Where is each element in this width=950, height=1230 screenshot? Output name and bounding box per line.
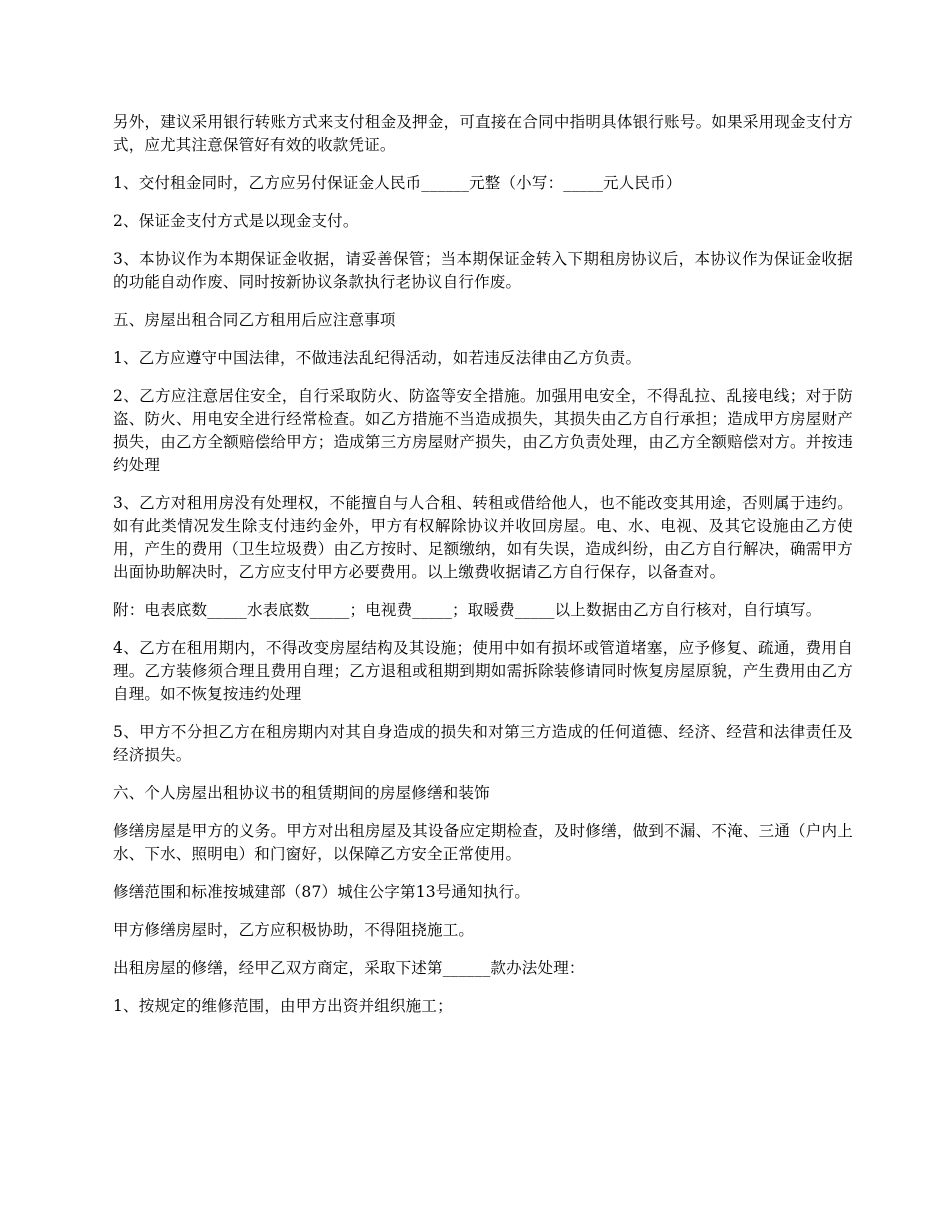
- paragraph-payment-advice: 另外，建议采用银行转账方式来支付租金及押金，可直接在合同中指明具体银行账号。如果采用现金支付方式，应尤其注意保管好有效的收款凭证。: [113, 113, 853, 154]
- paragraph-no-sublet: 3、乙方对租用房没有处理权，不能擅自与人合租、转租或借给他人，也不能改变其用途，否则属于违约。如有此类情况发生除支付违约金外，甲方有权解除协议并收回房屋。电、水、电视、及其它设施由乙方使用，产生的费用（卫生垃圾费）由乙方按时、足额缴纳，如有失误，造成纠纷，由乙方自行解决，确需甲方出面协助解决时，乙方应支付甲方必要费用。以上缴费收据请乙方自行保存，以备查对。: [113, 494, 853, 581]
- paragraph-repair-method: 出租房屋的修缮，经甲乙双方商定，采取下述第______款办法处理：: [113, 959, 585, 977]
- paragraph-receipt-clause: 3、本协议作为本期保证金收据，请妥善保管；当本期保证金转入下期租房协议后，本协议作为保证金收据的功能自动作废、同时按新协议条款执行老协议自行作废。: [113, 250, 853, 291]
- paragraph-obey-law: 1、乙方应遵守中国法律，不做违法乱纪得活动，如若违反法律由乙方负责。: [113, 349, 642, 367]
- document-body: [113, 111, 853, 1033]
- paragraph-cooperate: 甲方修缮房屋时，乙方应积极协助，不得阻挠施工。: [113, 921, 475, 939]
- paragraph-meter-readings: 附：电表底数_____水表底数_____；电视费_____；取暖费_____以上数据由乙方自行核对，自行填写。: [113, 601, 822, 619]
- paragraph-repair-standard: 修缮范围和标准按城建部（87）城住公字第13号通知执行。: [113, 883, 531, 901]
- section-heading-six: 六、个人房屋出租协议书的租赁期间的房屋修缮和装饰: [113, 784, 490, 802]
- paragraph-repair-duty: 修缮房屋是甲方的义务。甲方对出租房屋及其设备应定期检查，及时修缮，做到不漏、不淹、三通（户内上水、下水、照明电）和门窗好，以保障乙方安全正常使用。: [113, 822, 853, 863]
- paragraph-deposit-amount: 1、交付租金同时，乙方应另付保证金人民币______元整（小写：_____元人民币）: [113, 174, 682, 192]
- section-heading-five: 五、房屋出租合同乙方租用后应注意事项: [113, 311, 396, 329]
- paragraph-structure: 4、乙方在租用期内，不得改变房屋结构及其设施；使用中如有损坏或管道堵塞，应予修复、疏通，费用自理。乙方装修须合理且费用自理；乙方退租或租期到期如需拆除装修请同时恢复房屋原貌，产生费用由乙方自理。如不恢复按违约处理: [113, 639, 853, 703]
- paragraph-liability: 5、甲方不分担乙方在租房期内对其自身造成的损失和对第三方造成的任何道德、经济、经营和法律责任及经济损失。: [113, 723, 853, 764]
- paragraph-deposit-method: 2、保证金支付方式是以现金支付。: [113, 212, 359, 230]
- paragraph-safety: 2、乙方应注意居住安全，自行采取防火、防盗等安全措施。加强用电安全，不得乱拉、乱接电线；对于防盗、防火、用电安全进行经常检查。如乙方措施不当造成损失，其损失由乙方自行承担；造成甲方房屋财产损失，由乙方全额赔偿给甲方；造成第三方房屋财产损失，由乙方负责处理，由乙方全额赔偿对方。并按违约处理: [113, 387, 853, 474]
- paragraph-repair-item-one: 1、按规定的维修范围，由甲方出资并组织施工；: [113, 997, 453, 1015]
